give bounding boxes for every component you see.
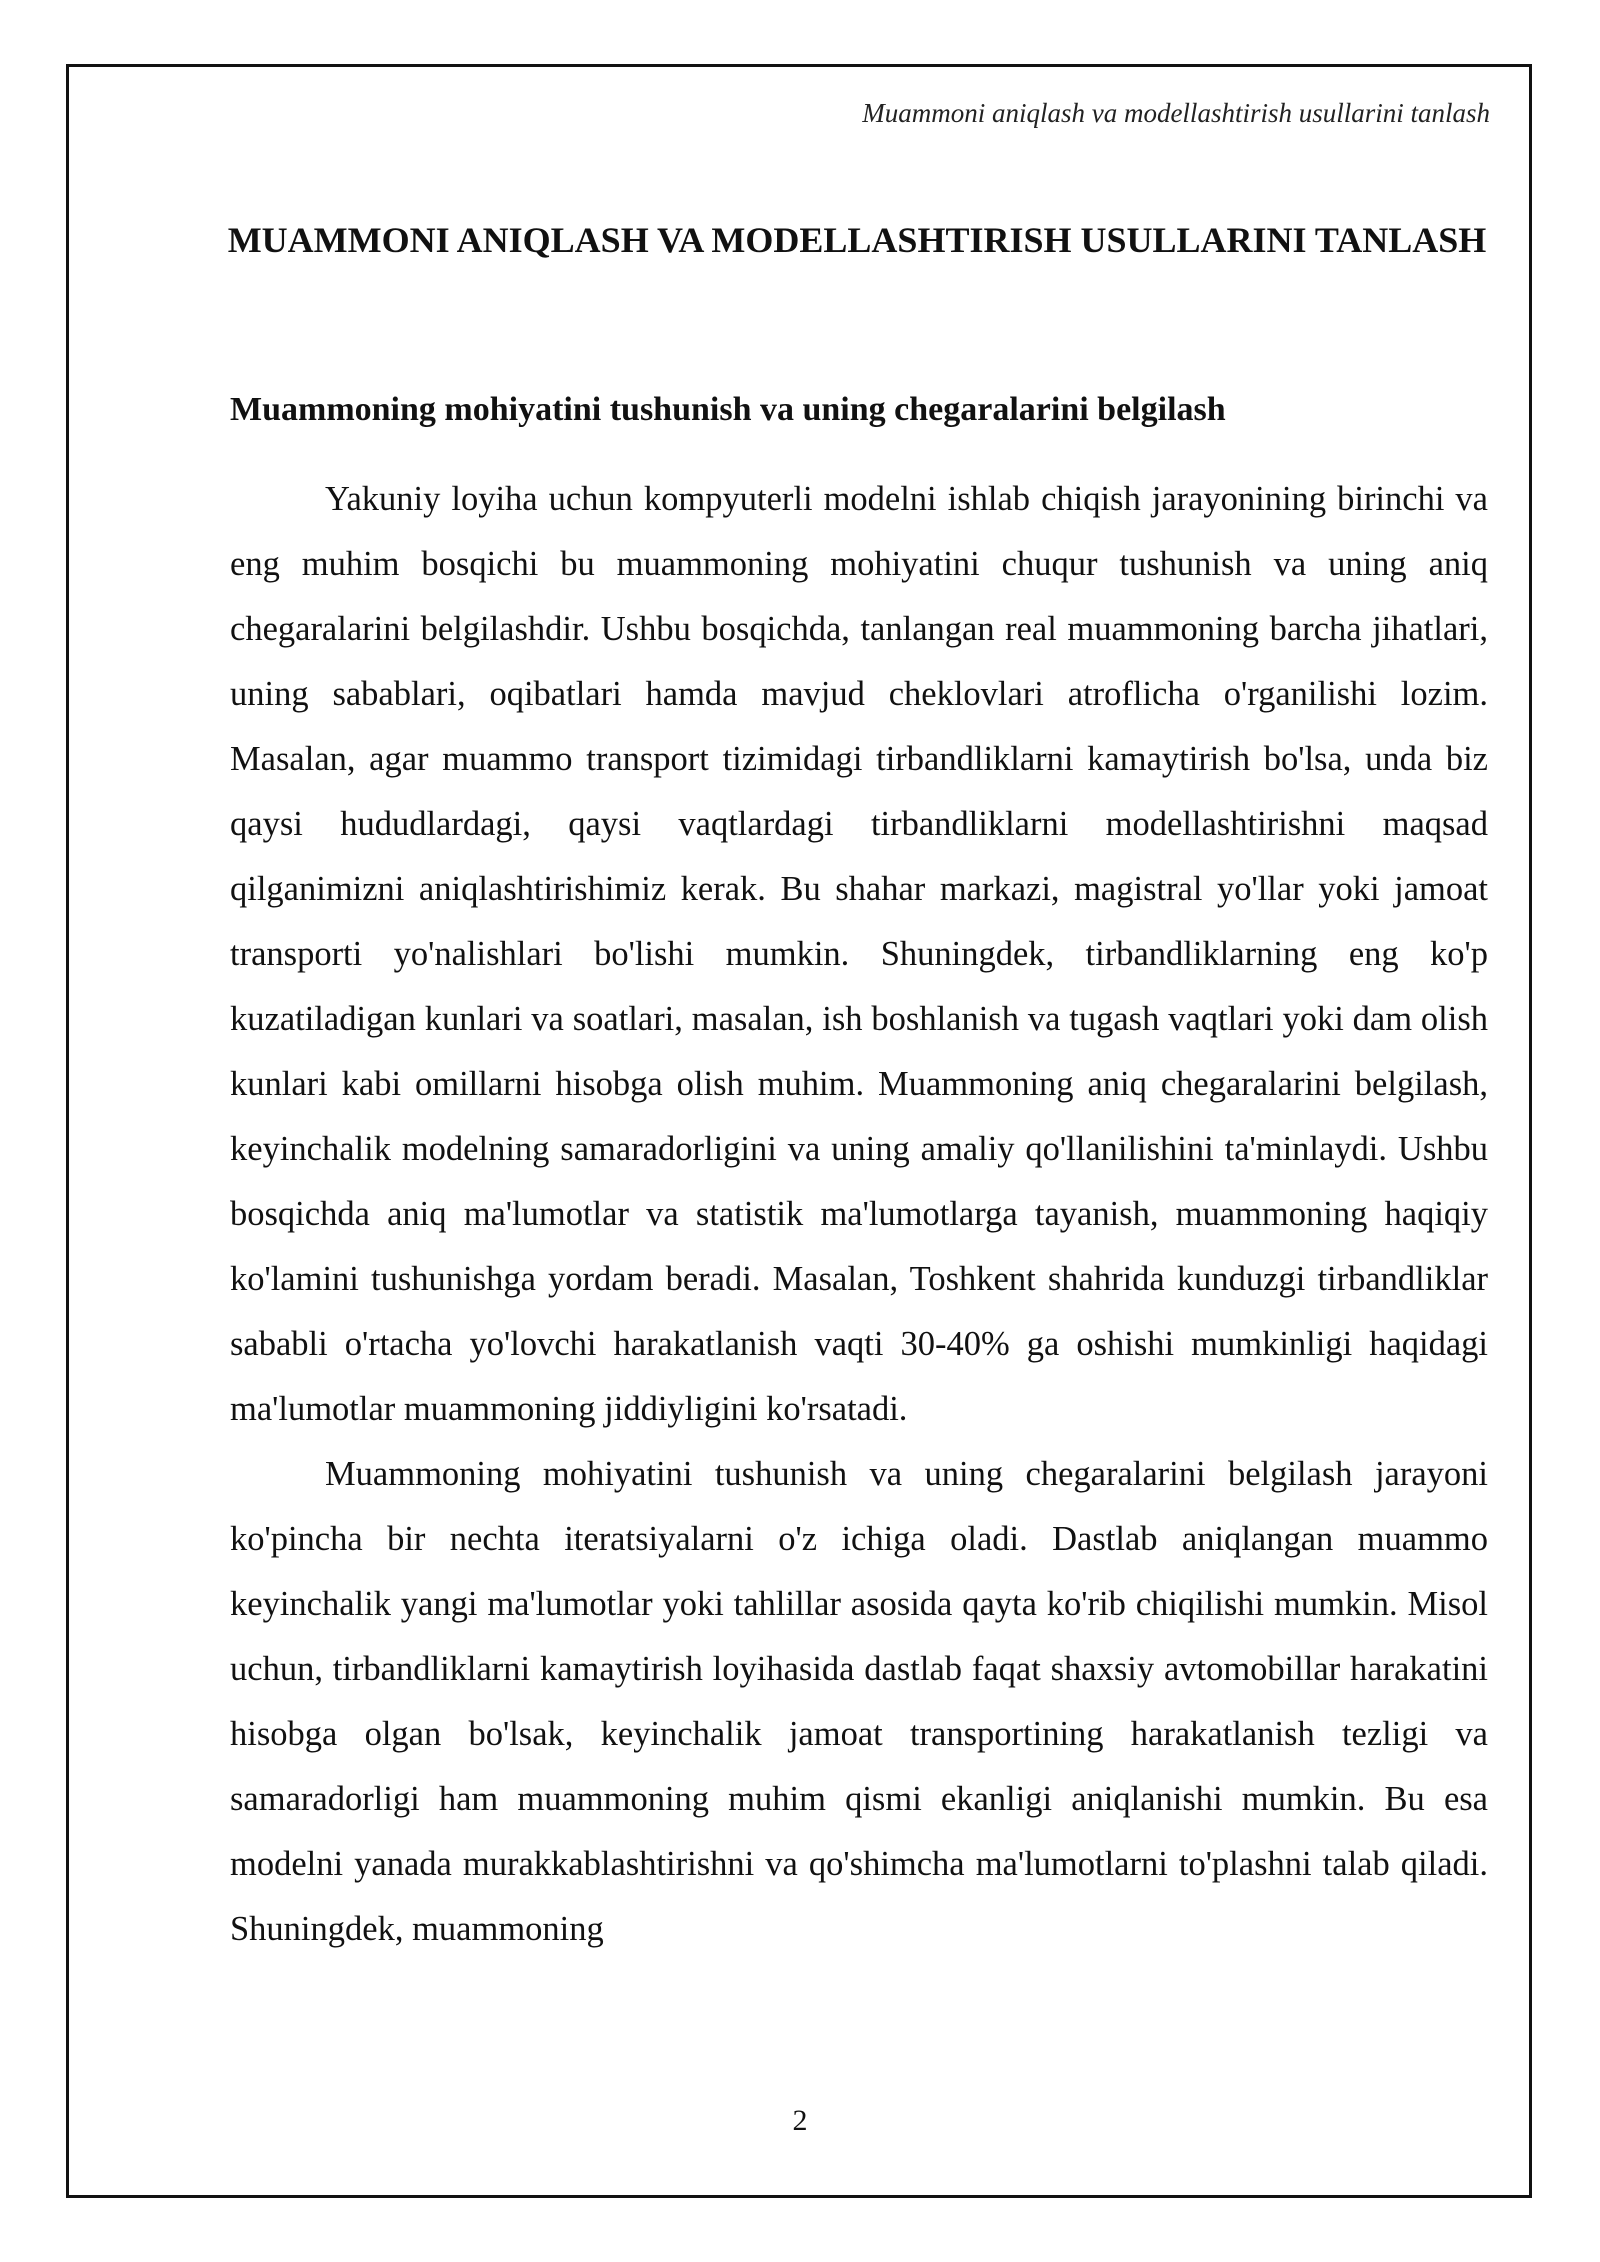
document-title: MUAMMONI ANIQLASH VA MODELLASHTIRISH USULLARINI TANLASH <box>227 220 1487 260</box>
running-header: Muammoni aniqlash va modellashtirish usullarini tanlash <box>862 98 1490 128</box>
body-text <box>230 467 1488 1962</box>
paragraph: Muammoning mohiyatini tushunish va uning chegaralarini belgilash jarayoni ko'pincha bir nechta iteratsiyalarni o'z ichiga oladi. Dastlab aniqlangan muammo keyinchalik yangi ma'lumotlar yoki tahlillar asosida qayta ko'rib chiqilishi mumkin. Misol uchun, tirbandliklarni kamaytirish loyihasida dastlab faqat shaxsiy avtomobillar harakatini hisobga olgan bo'lsak, keyinchalik jamoat transportining harakatlanish tezligi va samaradorligi ham muammoning muhim qismi ekanligi aniqlanishi mumkin. Bu esa modelni yanada murakkablashtirishni va qo'shimcha ma'lumotlarni to'plashni talab qiladi. Shuningdek, muammoning <box>230 1455 1488 1948</box>
section-heading: Muammoning mohiyatini tushunish va uning chegaralarini belgilash <box>230 391 1226 428</box>
page-number: 2 <box>792 2104 808 2137</box>
paragraph: Yakuniy loyiha uchun kompyuterli modelni ishlab chiqish jarayonining birinchi va eng muhim bosqichi bu muammoning mohiyatini chuqur tushunish va uning aniq chegaralarini belgilashdir. Ushbu bosqichda, tanlangan real muammoning barcha jihatlari, uning sabablari, oqibatlari hamda mavjud cheklovlari atroflicha o'rganilishi lozim. Masalan, agar muammo transport tizimidagi tirbandliklarni kamaytirish bo'lsa, unda biz qaysi hududlardagi, qaysi vaqtlardagi tirbandliklarni modellashtirishni maqsad qilganimizni aniqlashtirishimiz kerak. Bu shahar markazi, magistral yo'llar yoki jamoat transporti yo'nalishlari bo'lishi mumkin. Shuningdek, tirbandliklarning eng ko'p kuzatiladigan kunlari va soatlari, masalan, ish boshlanish va tugash vaqtlari yoki dam olish kunlari kabi omillarni hisobga olish muhim. Muammoning aniq chegaralarini belgilash, keyinchalik modelning samaradorligini va uning amaliy qo'llanilishini ta'minlaydi. Ushbu bosqichda aniq ma'lumotlar va statistik ma'lumotlarga tayanish, muammoning haqiqiy ko'lamini tushunishga yordam beradi. Masalan, Toshkent shahrida kunduzgi tirbandliklar sababli o'rtacha yo'lovchi harakatlanish vaqti 30-40% ga oshishi mumkinligi haqidagi ma'lumotlar muammoning jiddiyligini ko'rsatadi. <box>230 480 1488 1428</box>
